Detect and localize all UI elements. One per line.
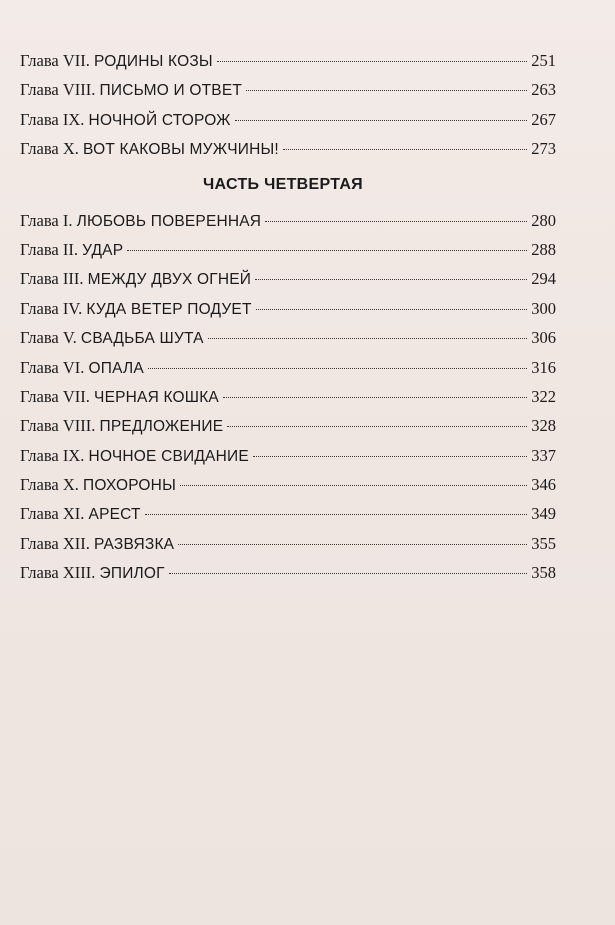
chapter-name: МЕЖДУ ДВУХ ОГНЕЙ xyxy=(87,271,252,289)
chapter-number: Глава XIII. xyxy=(20,563,96,583)
page-number: 355 xyxy=(531,533,556,553)
chapter-name: ПРЕДЛОЖЕНИЕ xyxy=(99,418,224,436)
chapter-name: ЭПИЛОГ xyxy=(99,565,165,583)
toc-entry xyxy=(20,134,556,163)
dot-leader xyxy=(253,455,527,457)
entry-title xyxy=(20,499,143,529)
chapter-number: Глава VI. xyxy=(20,357,85,377)
chapter-name: НОЧНОЕ СВИДАНИЕ xyxy=(88,447,249,465)
entry-title xyxy=(20,206,263,236)
entry-title xyxy=(20,235,125,265)
page-number: 251 xyxy=(531,51,556,70)
chapter-name: РОДИНЫ КОЗЫ xyxy=(94,53,213,70)
dot-leader xyxy=(227,425,527,427)
chapter-name: НОЧНОЙ СТОРОЖ xyxy=(88,111,231,129)
dot-leader xyxy=(145,513,528,515)
chapter-name: ОПАЛА xyxy=(88,359,144,377)
chapter-number: Глава IX. xyxy=(20,109,85,129)
entry-title xyxy=(20,105,233,135)
entry-title xyxy=(20,264,253,294)
dot-leader xyxy=(127,249,527,251)
toc-entry xyxy=(20,382,556,411)
dot-leader xyxy=(235,119,528,121)
page-number: 358 xyxy=(531,563,556,583)
chapter-number: Глава X. xyxy=(20,139,79,159)
page-number: 273 xyxy=(531,139,556,159)
page-number: 263 xyxy=(531,80,556,100)
page-number: 322 xyxy=(531,386,556,406)
chapter-number: Глава VII. xyxy=(20,51,90,70)
chapter-number: Глава IX. xyxy=(20,445,85,465)
toc-entry xyxy=(20,470,556,499)
chapter-number: Глава IV. xyxy=(20,298,83,318)
dot-leader xyxy=(223,396,527,398)
page-number: 288 xyxy=(531,239,556,259)
toc-entry xyxy=(20,75,556,104)
toc-entry xyxy=(20,411,556,440)
chapter-number: Глава VIII. xyxy=(20,416,96,436)
toc-entry xyxy=(20,558,556,587)
chapter-name: ПИСЬМО И ОТВЕТ xyxy=(99,82,243,100)
entry-title xyxy=(20,323,206,353)
page-number: 346 xyxy=(531,475,556,495)
entry-title xyxy=(20,558,167,588)
entry-title xyxy=(20,411,225,441)
chapter-number: Глава X. xyxy=(20,475,79,495)
page-number: 316 xyxy=(531,357,556,377)
page-number: 349 xyxy=(531,504,556,524)
dot-leader xyxy=(208,337,528,339)
dot-leader xyxy=(246,89,527,91)
chapter-name: УДАР xyxy=(82,241,124,259)
dot-leader xyxy=(265,220,527,222)
chapter-name: АРЕСТ xyxy=(88,506,141,524)
dot-leader xyxy=(148,367,527,369)
entry-title xyxy=(20,529,176,559)
toc-entry xyxy=(20,441,556,470)
toc-entry xyxy=(20,235,556,264)
dot-leader xyxy=(217,60,527,62)
toc-entry xyxy=(20,105,556,134)
page-number: 294 xyxy=(531,269,556,289)
page-number: 328 xyxy=(531,416,556,436)
entry-title xyxy=(20,294,254,324)
chapter-number: Глава XII. xyxy=(20,533,90,553)
entry-title xyxy=(20,382,221,412)
dot-leader xyxy=(255,278,527,280)
chapter-name: ЛЮБОВЬ ПОВЕРЕННАЯ xyxy=(76,212,262,230)
toc-entry xyxy=(20,353,556,382)
dot-leader xyxy=(283,148,527,150)
dot-leader xyxy=(180,484,527,486)
page-number: 280 xyxy=(531,210,556,230)
entry-title xyxy=(20,441,251,471)
page-number: 300 xyxy=(531,298,556,318)
dot-leader xyxy=(178,543,527,545)
table-of-contents xyxy=(20,46,556,588)
entry-title xyxy=(20,75,244,105)
chapter-name: СВАДЬБА ШУТА xyxy=(80,330,204,348)
chapter-number: Глава XI. xyxy=(20,504,85,524)
toc-entry xyxy=(20,529,556,558)
toc-entry xyxy=(20,294,556,323)
entry-title xyxy=(20,134,281,164)
chapter-number: Глава VIII. xyxy=(20,80,96,100)
toc-entry xyxy=(20,206,556,235)
page-number: 267 xyxy=(531,109,556,129)
dot-leader xyxy=(169,572,527,574)
chapter-name: РАЗВЯЗКА xyxy=(94,535,175,553)
chapter-name: ЧЕРНАЯ КОШКА xyxy=(94,388,219,406)
entry-title xyxy=(20,46,215,76)
page-number: 337 xyxy=(531,445,556,465)
part-heading: ЧАСТЬ ЧЕТВЕРТАЯ xyxy=(203,175,363,193)
toc-entry xyxy=(20,499,556,528)
chapter-number: Глава V. xyxy=(20,328,77,348)
entry-title xyxy=(20,470,178,500)
chapter-number: Глава III. xyxy=(20,269,84,289)
entry-title xyxy=(20,353,146,383)
toc-entry xyxy=(20,323,556,352)
chapter-number: Глава II. xyxy=(20,239,78,259)
chapter-name: КУДА ВЕТЕР ПОДУЕТ xyxy=(86,300,252,318)
chapter-name: ПОХОРОНЫ xyxy=(83,477,176,495)
chapter-number: Глава I. xyxy=(20,210,73,230)
page-number: 306 xyxy=(531,328,556,348)
chapter-name: ВОТ КАКОВЫ МУЖЧИНЫ! xyxy=(83,141,279,159)
chapter-number: Глава VII. xyxy=(20,386,90,406)
toc-entry xyxy=(20,46,556,75)
dot-leader xyxy=(256,308,528,310)
toc-entry xyxy=(20,264,556,293)
